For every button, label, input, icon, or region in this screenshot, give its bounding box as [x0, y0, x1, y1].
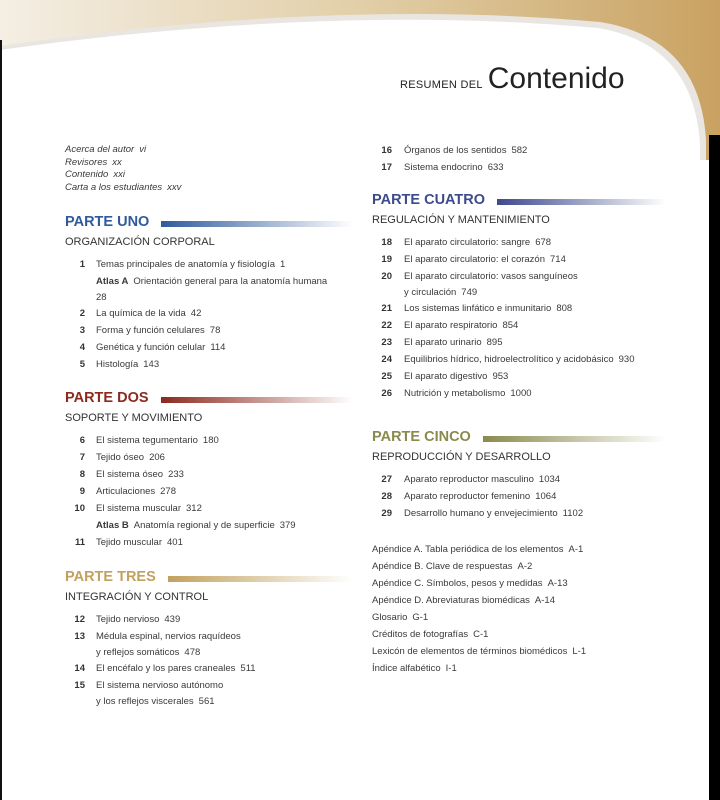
chapter-page: 582 — [511, 145, 528, 156]
part-heading — [65, 212, 353, 232]
chapter-title-line — [96, 534, 365, 551]
chapter-body — [372, 368, 692, 385]
chapter-body — [372, 385, 692, 402]
chapter-number: 26 — [381, 388, 392, 399]
chapter-body — [65, 517, 365, 534]
entry-title: Carta a los estudiantes — [65, 181, 163, 193]
entry-page: xxi — [113, 169, 125, 180]
chapter-title: Desarrollo humano y envejecimiento — [404, 508, 558, 519]
chapter-number: 21 — [381, 303, 392, 314]
entry-title: Créditos de fotografías — [372, 629, 469, 640]
chapter-page: 930 — [618, 354, 635, 365]
toc-entry[interactable] — [65, 144, 181, 157]
chapter-body — [372, 159, 692, 176]
part-heading-bar — [497, 199, 666, 205]
toc-entry[interactable] — [372, 626, 586, 643]
chapter-entry[interactable] — [65, 677, 365, 709]
chapter-title: El encéfalo y los pares craneales — [96, 663, 236, 674]
chapter-title-line — [96, 660, 365, 677]
part-heading-bar — [161, 221, 353, 227]
chapter-page: 714 — [550, 254, 566, 265]
chapter-entry[interactable] — [372, 385, 692, 402]
chapter-entry[interactable] — [372, 351, 692, 368]
chapter-title: Histología — [96, 359, 139, 370]
chapter-number: 28 — [381, 491, 392, 502]
page-edge-right — [709, 135, 720, 800]
part-subtitle: REPRODUCCIÓN Y DESARROLLO — [372, 451, 551, 463]
entry-title: Glosario — [372, 612, 408, 623]
chapter-body — [372, 488, 692, 505]
chapter-list — [372, 471, 692, 522]
chapter-title-line — [96, 256, 365, 273]
chapter-body — [65, 500, 365, 517]
chapter-entry[interactable] — [65, 660, 365, 677]
chapter-entry[interactable] — [65, 500, 365, 517]
chapter-title: El aparato circulatorio: vasos sanguíneos — [404, 271, 578, 282]
chapter-entry[interactable] — [65, 322, 365, 339]
chapter-title: Tejido nervioso — [96, 614, 160, 625]
chapter-entry[interactable] — [372, 234, 692, 251]
toc-entry[interactable] — [65, 157, 181, 170]
entry-page: xx — [112, 156, 122, 168]
chapter-body — [65, 677, 365, 709]
toc-entry[interactable] — [372, 660, 586, 677]
chapter-title: El sistema nervioso autónomo — [96, 680, 224, 691]
chapter-number: 19 — [381, 254, 392, 265]
entry-title: Contenido — [65, 169, 109, 180]
chapter-number: 6 — [79, 435, 85, 446]
chapter-title-line — [96, 628, 365, 645]
chapter-title: y circulación — [404, 287, 457, 298]
toc-entry[interactable] — [372, 609, 586, 626]
chapter-title: Aparato reproductor masculino — [404, 474, 534, 485]
chapter-page: 1064 — [535, 491, 557, 502]
entry-title: Revisores — [65, 156, 108, 168]
chapter-title: Tejido muscular — [96, 537, 162, 548]
toc-entry[interactable] — [372, 643, 586, 660]
part-subtitle: INTEGRACIÓN Y CONTROL — [65, 591, 209, 603]
chapter-number: 7 — [79, 452, 85, 463]
chapter-title: El aparato circulatorio: el corazón — [404, 254, 545, 265]
part-heading — [65, 388, 353, 408]
chapter-entry[interactable] — [372, 317, 692, 334]
chapter-page: 854 — [502, 320, 519, 331]
chapter-number: 16 — [381, 145, 392, 156]
entry-title: Apéndice B. Clave de respuestas — [372, 561, 513, 572]
chapter-entry[interactable] — [65, 483, 365, 500]
entry-page: A-13 — [547, 578, 568, 589]
chapter-page: 143 — [143, 359, 160, 370]
chapter-number: 10 — [74, 503, 85, 514]
chapter-body — [65, 305, 365, 322]
chapter-entry[interactable] — [372, 505, 692, 522]
entry-title: Lexicón de elementos de términos biomédicos — [372, 646, 568, 657]
chapter-page: 42 — [190, 308, 202, 319]
chapter-title: La química de la vida — [96, 308, 186, 319]
chapter-page: 114 — [210, 342, 226, 353]
chapter-number: 1 — [79, 259, 85, 270]
chapter-page: 28 — [96, 292, 107, 303]
chapter-number: 25 — [381, 371, 392, 382]
chapter-title-line — [404, 159, 692, 176]
chapter-title-line — [96, 466, 365, 483]
chapter-title-line — [96, 305, 365, 322]
chapter-number: 20 — [381, 271, 392, 282]
chapter-title-line — [404, 251, 692, 268]
chapter-title: Temas principales de anatomía y fisiología — [96, 259, 276, 270]
chapter-number: 8 — [79, 469, 85, 480]
chapter-number: 23 — [381, 337, 392, 348]
chapter-entry[interactable] — [65, 517, 365, 534]
chapter-entry[interactable] — [372, 334, 692, 351]
chapter-title-line — [404, 505, 692, 522]
chapter-body — [372, 300, 692, 317]
chapter-title: El sistema muscular — [96, 503, 181, 514]
chapter-page: 180 — [202, 435, 219, 446]
chapter-number: 14 — [74, 663, 85, 674]
chapter-title-line — [96, 517, 365, 534]
toc-entry[interactable] — [372, 575, 586, 592]
chapter-title: Forma y función celulares — [96, 325, 205, 336]
chapter-entry[interactable] — [372, 159, 692, 176]
chapter-title-line — [96, 677, 365, 694]
part-cuatro — [372, 190, 692, 402]
front-matter-list — [65, 144, 181, 194]
chapter-page: 478 — [184, 647, 201, 658]
chapter-entry[interactable] — [65, 449, 365, 466]
part-label: PARTE CINCO — [372, 429, 471, 445]
chapter-entry[interactable] — [372, 142, 692, 159]
chapter-page: 439 — [164, 614, 181, 625]
title-main: Contenido — [487, 62, 625, 95]
chapter-title: Médula espinal, nervios raquídeos — [96, 631, 241, 642]
chapter-number: 9 — [79, 486, 85, 497]
chapter-body — [372, 251, 692, 268]
chapter-page: 895 — [486, 337, 503, 348]
chapter-title-line — [404, 488, 692, 505]
part-label: PARTE DOS — [65, 390, 149, 406]
chapter-number: 3 — [79, 325, 85, 336]
part-subtitle: REGULACIÓN Y MANTENIMIENTO — [372, 214, 550, 226]
chapter-title: El aparato digestivo — [404, 371, 488, 382]
chapter-title: El sistema tegumentario — [96, 435, 198, 446]
chapter-number: 2 — [79, 308, 85, 319]
chapter-body — [372, 351, 692, 368]
toc-entry[interactable] — [372, 541, 586, 558]
chapter-body — [65, 432, 365, 449]
part-heading-bar — [483, 436, 666, 442]
chapter-page: 1000 — [510, 388, 532, 399]
chapter-title-line — [96, 432, 365, 449]
chapter-page: 1102 — [562, 508, 584, 519]
chapter-body — [65, 256, 365, 273]
chapter-title-line — [96, 339, 365, 356]
chapter-entry[interactable] — [65, 466, 365, 483]
entry-title: Apéndice D. Abreviaturas biomédicas — [372, 595, 530, 606]
chapter-body — [372, 142, 692, 159]
toc-entry[interactable] — [65, 182, 181, 195]
chapter-page: 678 — [535, 237, 552, 248]
chapter-body — [372, 471, 692, 488]
chapter-page: 953 — [492, 371, 509, 382]
chapter-page: 633 — [487, 162, 504, 173]
toc-entry[interactable] — [372, 592, 586, 609]
chapter-body — [65, 483, 365, 500]
chapter-title: El aparato urinario — [404, 337, 482, 348]
chapter-page: 78 — [209, 325, 221, 336]
chapter-entry[interactable] — [372, 251, 692, 268]
chapter-entry[interactable] — [65, 611, 365, 628]
part-subtitle: ORGANIZACIÓN CORPORAL — [65, 236, 215, 248]
chapter-title-line — [404, 300, 692, 317]
entry-page: C-1 — [473, 629, 489, 640]
chapter-title-line — [404, 142, 692, 159]
chapter-title: y los reflejos viscerales — [96, 696, 194, 707]
chapter-body — [65, 339, 365, 356]
chapter-number: 12 — [74, 614, 85, 625]
chapter-page: 749 — [461, 287, 478, 298]
chapter-title-line — [404, 334, 692, 351]
entry-title: Índice alfabético — [372, 663, 441, 674]
chapter-list — [65, 432, 365, 551]
entry-page: vi — [139, 144, 147, 155]
chapter-entry[interactable] — [65, 256, 365, 273]
chapter-title-line — [404, 351, 692, 368]
part-label: PARTE TRES — [65, 569, 156, 585]
chapter-body — [65, 273, 365, 305]
chapter-title: Genética y función celular — [96, 342, 206, 353]
part-heading-bar — [161, 397, 353, 403]
chapter-body — [65, 611, 365, 628]
chapter-title: Equilibrios hídrico, hidroelectrolítico y acidobásico — [404, 354, 614, 365]
chapter-page: 206 — [149, 452, 165, 463]
chapter-entry[interactable] — [65, 305, 365, 322]
chapter-title: Los sistemas linfático e inmunitario — [404, 303, 552, 314]
chapter-title-line — [404, 385, 692, 402]
entry-page: A-1 — [568, 544, 584, 555]
chapter-title-line — [404, 285, 692, 300]
entry-page: I-1 — [445, 663, 457, 674]
chapter-page: 379 — [279, 520, 296, 531]
chapter-title: Tejido óseo — [96, 452, 145, 463]
chapter-title: Aparato reproductor femenino — [404, 491, 531, 502]
chapter-entry[interactable] — [372, 471, 692, 488]
chapter-number: 27 — [381, 474, 392, 485]
chapter-title: Anatomía regional y de superficie — [133, 520, 275, 531]
chapter-entry[interactable] — [65, 534, 365, 551]
chapter-title-line — [96, 290, 365, 305]
chapter-page: 278 — [160, 486, 176, 497]
chapter-title-line — [96, 356, 365, 373]
page-edge-left — [0, 40, 2, 800]
chapter-number: 24 — [381, 354, 392, 365]
entry-page: G-1 — [412, 612, 429, 623]
part-heading-bar — [168, 576, 353, 582]
chapter-body — [372, 334, 692, 351]
chapter-title-line — [404, 234, 692, 251]
chapter-number: 13 — [74, 631, 85, 642]
atlas-label: Atlas B — [96, 520, 129, 531]
entry-title: Apéndice A. Tabla periódica de los elementos — [372, 544, 564, 555]
chapter-title-line — [96, 645, 365, 660]
chapter-number: 5 — [79, 359, 85, 370]
chapter-entry[interactable] — [372, 300, 692, 317]
part-dos — [65, 388, 365, 551]
toc-entry[interactable] — [372, 558, 586, 575]
chapter-number: 22 — [381, 320, 392, 331]
chapter-page: 1 — [280, 259, 286, 270]
part-label: PARTE UNO — [65, 214, 150, 230]
chapter-entry[interactable] — [65, 628, 365, 660]
chapter-body — [65, 466, 365, 483]
chapter-entry[interactable] — [65, 273, 365, 305]
chapter-page: 561 — [198, 696, 215, 707]
chapter-number: 15 — [74, 680, 85, 691]
back-matter-list — [372, 541, 586, 677]
part-heading — [372, 427, 666, 447]
chapter-title: Sistema endocrino — [404, 162, 483, 173]
chapter-entry[interactable] — [65, 432, 365, 449]
chapter-title-line — [96, 500, 365, 517]
part-tres — [65, 567, 365, 709]
chapter-title: El sistema óseo — [96, 469, 164, 480]
entry-page: A-2 — [517, 561, 533, 572]
chapter-title-line — [96, 449, 365, 466]
chapter-list — [65, 611, 365, 709]
part-uno — [65, 212, 365, 373]
entry-title: Acerca del autor — [65, 144, 135, 155]
chapter-title: El aparato respiratorio — [404, 320, 498, 331]
chapter-title: Nutrición y metabolismo — [404, 388, 506, 399]
chapter-body — [65, 322, 365, 339]
chapter-page: 312 — [186, 503, 202, 514]
chapter-number: 29 — [381, 508, 392, 519]
atlas-label: Atlas A — [96, 276, 129, 287]
title-prefix: RESUMEN DEL — [400, 79, 483, 91]
part-label: PARTE CUATRO — [372, 192, 486, 208]
chapter-list — [372, 234, 692, 402]
entry-page: xxv — [167, 181, 182, 193]
chapter-entry[interactable] — [65, 339, 365, 356]
chapter-body — [65, 356, 365, 373]
chapter-title: Orientación general para la anatomía humana — [133, 276, 328, 287]
chapter-body — [372, 268, 692, 300]
chapter-entry[interactable] — [65, 356, 365, 373]
chapter-body — [65, 449, 365, 466]
chapter-entry[interactable] — [372, 488, 692, 505]
chapter-title-line — [96, 611, 365, 628]
toc-entry[interactable] — [65, 169, 181, 182]
chapter-number: 18 — [381, 237, 392, 248]
chapter-title-line — [404, 471, 692, 488]
chapter-number: 4 — [79, 342, 85, 353]
continued-chapters — [372, 142, 692, 176]
entry-page: L-1 — [572, 646, 587, 657]
chapter-list — [372, 142, 692, 176]
chapter-page: 1034 — [538, 474, 561, 485]
chapter-page: 808 — [556, 303, 573, 314]
chapter-title-line — [96, 322, 365, 339]
chapter-body — [372, 317, 692, 334]
chapter-title-line — [404, 268, 692, 285]
chapter-body — [372, 505, 692, 522]
page-title — [400, 62, 625, 96]
chapter-title-line — [404, 368, 692, 385]
chapter-entry[interactable] — [372, 268, 692, 300]
part-heading — [372, 190, 666, 210]
chapter-list — [65, 256, 365, 373]
entry-page: A-14 — [534, 595, 555, 606]
chapter-number: 11 — [74, 537, 85, 548]
chapter-title: y reflejos somáticos — [96, 647, 180, 658]
chapter-title: Órganos de los sentidos — [404, 145, 507, 156]
part-subtitle: SOPORTE Y MOVIMIENTO — [65, 412, 203, 424]
chapter-number: 17 — [381, 162, 392, 173]
entry-title: Apéndice C. Símbolos, pesos y medidas — [372, 578, 543, 589]
chapter-body — [372, 234, 692, 251]
chapter-page: 401 — [167, 537, 183, 548]
chapter-title-line — [96, 273, 365, 290]
chapter-entry[interactable] — [372, 368, 692, 385]
chapter-title: El aparato circulatorio: sangre — [404, 237, 531, 248]
chapter-title-line — [96, 483, 365, 500]
part-cinco — [372, 427, 692, 522]
chapter-title-line — [96, 694, 365, 709]
chapter-body — [65, 660, 365, 677]
part-heading — [65, 567, 353, 587]
chapter-body — [65, 628, 365, 660]
chapter-body — [65, 534, 365, 551]
chapter-title-line — [404, 317, 692, 334]
chapter-page: 233 — [168, 469, 184, 480]
chapter-page: 511 — [240, 663, 256, 674]
chapter-title: Articulaciones — [96, 486, 156, 497]
